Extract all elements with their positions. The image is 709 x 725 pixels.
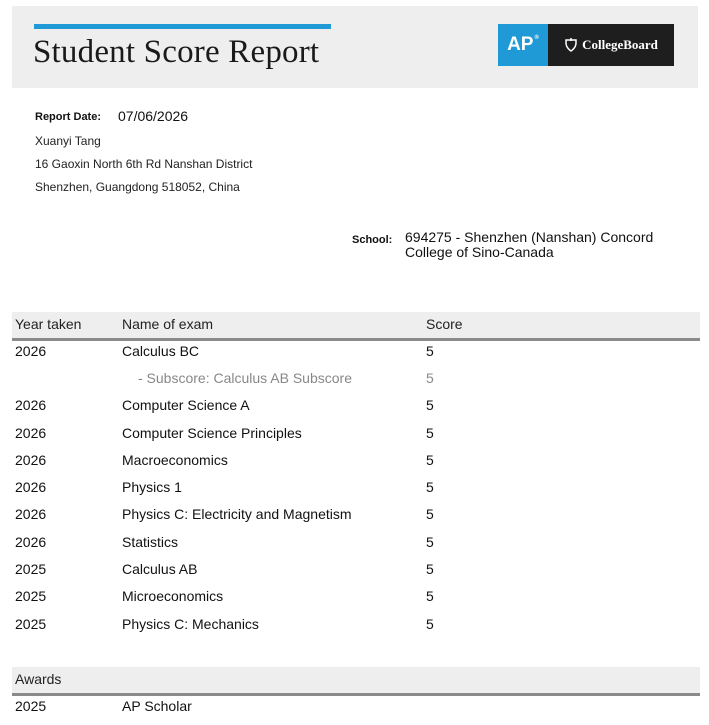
year-cell: 2026 xyxy=(15,452,47,468)
acorn-icon xyxy=(564,37,578,53)
score-cell: 5 xyxy=(426,534,434,550)
year-cell: 2026 xyxy=(15,343,47,359)
score-cell: 5 xyxy=(426,561,434,577)
year-cell: 2026 xyxy=(15,425,47,441)
report-date-label: Report Date: xyxy=(35,111,102,123)
exam-cell: Macroeconomics xyxy=(122,452,228,468)
year-cell: 2026 xyxy=(15,534,47,550)
exam-cell: - Subscore: Calculus AB Subscore xyxy=(138,370,352,386)
awards-title: Awards xyxy=(15,671,62,687)
table-row xyxy=(0,479,709,506)
school-value xyxy=(405,230,685,260)
award-name-cell: AP Scholar xyxy=(122,698,192,714)
score-cell: 5 xyxy=(426,479,434,495)
year-cell: 2025 xyxy=(15,561,47,577)
address-line-2: Shenzhen, Guangdong 518052, China xyxy=(35,180,240,194)
score-cell: 5 xyxy=(426,506,434,522)
exam-cell: Calculus AB xyxy=(122,561,198,577)
ap-collegeboard-logo xyxy=(498,24,674,66)
report-header xyxy=(12,6,698,88)
ap-logo: AP ® xyxy=(498,24,548,66)
exam-cell: Computer Science A xyxy=(122,397,250,413)
year-cell: 2026 xyxy=(15,397,47,413)
score-cell: 5 xyxy=(426,588,434,604)
col-score: Score xyxy=(426,316,463,332)
score-cell: 5 xyxy=(426,397,434,413)
awards-header xyxy=(12,667,700,696)
table-row xyxy=(0,425,709,452)
exam-cell: Computer Science Principles xyxy=(122,425,302,441)
school-line-2: College of Sino-Canada xyxy=(405,244,554,260)
score-cell: 5 xyxy=(426,343,434,359)
score-cell: 5 xyxy=(426,370,434,386)
exam-cell: Physics 1 xyxy=(122,479,182,495)
table-row xyxy=(0,588,709,615)
exam-cell: Statistics xyxy=(122,534,179,550)
award-row xyxy=(0,698,709,725)
year-cell: 2026 xyxy=(15,479,47,495)
subscore-row xyxy=(0,370,709,397)
table-row xyxy=(0,397,709,424)
table-row xyxy=(0,561,709,588)
col-year-taken: Year taken xyxy=(15,316,82,332)
year-cell: 2026 xyxy=(15,506,47,522)
year-cell: 2025 xyxy=(15,616,47,632)
table-row xyxy=(0,534,709,561)
student-name: Xuanyi Tang xyxy=(35,134,101,148)
col-exam-name: Name of exam xyxy=(122,316,214,332)
exam-cell: Physics C: Mechanics xyxy=(122,616,259,632)
exam-cell: Calculus BC xyxy=(122,343,200,359)
table-row xyxy=(0,452,709,479)
scores-table-header xyxy=(12,312,700,341)
table-row xyxy=(0,343,709,370)
table-row xyxy=(0,506,709,533)
address-line-1: 16 Gaoxin North 6th Rd Nanshan District xyxy=(35,157,253,171)
year-cell: 2025 xyxy=(15,588,47,604)
exam-cell: Microeconomics xyxy=(122,588,224,604)
award-year-cell: 2025 xyxy=(15,698,47,714)
score-cell: 5 xyxy=(426,452,434,468)
report-date-value: 07/06/2026 xyxy=(118,108,189,124)
school-label: School: xyxy=(352,234,393,246)
header-accent-bar xyxy=(34,24,331,29)
score-cell: 5 xyxy=(426,425,434,441)
exam-cell: Physics C: Electricity and Magnetism xyxy=(122,506,352,522)
score-cell: 5 xyxy=(426,616,434,632)
school-line-1: 694275 - Shenzhen (Nanshan) Concord xyxy=(405,229,654,245)
collegeboard-logo: CollegeBoard xyxy=(548,24,674,66)
table-row xyxy=(0,616,709,643)
page-title: Student Score Report xyxy=(33,34,320,70)
